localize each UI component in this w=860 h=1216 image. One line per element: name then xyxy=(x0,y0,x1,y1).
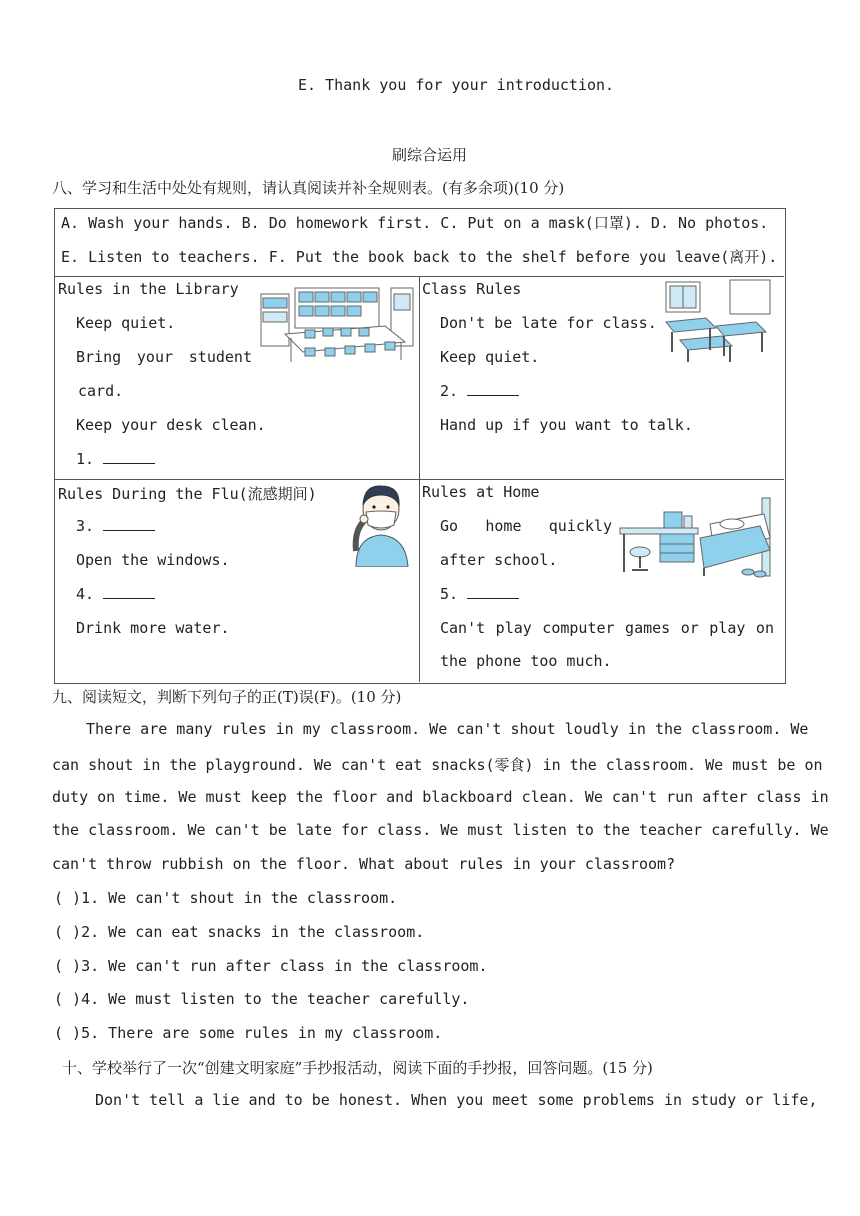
library-illustration xyxy=(255,284,417,366)
q9-passage-line-4: the classroom. We can't be late for class. We must listen to the teacher carefully. We xyxy=(52,821,829,839)
q9-statement-2[interactable]: ( )2. We can eat snacks in the classroom. xyxy=(54,923,425,941)
q9-passage-line-1: There are many rules in my classroom. We can't shout loudly in the classroom. We xyxy=(86,720,809,738)
blank-5-number: 5. xyxy=(440,585,459,603)
blank-3-number: 3. xyxy=(76,517,95,535)
blank-4-line[interactable] xyxy=(103,586,155,599)
home-rules-title: Rules at Home xyxy=(422,483,540,501)
library-rule-3: Keep your desk clean. xyxy=(76,416,266,434)
home-rule-2 xyxy=(440,619,774,637)
table-divider-v xyxy=(419,276,420,682)
q9-passage-line-2: can shout in the playground. We can't eat snacks(零食) in the classroom. We must be on xyxy=(52,756,823,774)
blank-2-line[interactable] xyxy=(467,383,519,396)
option-e-line: E. Thank you for your introduction. xyxy=(298,76,615,94)
q9-statement-3[interactable]: ( )3. We can't run after class in the classroom. xyxy=(54,957,488,975)
blank-4-number: 4. xyxy=(76,585,95,603)
library-rule-2 xyxy=(76,348,252,366)
library-rules-title: Rules in the Library xyxy=(58,280,239,298)
home-rule-1-cont: after school. xyxy=(440,551,558,569)
library-blank-1 xyxy=(76,450,155,468)
q9-title: 九、阅读短文，判断下列句子的正(T)误(F)。(10 分) xyxy=(52,688,402,706)
q10-title: 十、学校举行了一次“创建文明家庭”手抄报活动，阅读下面的手抄报，回答问题。(15 分) xyxy=(62,1059,653,1077)
home-rule-1 xyxy=(440,517,612,535)
q9-statement-4[interactable]: ( )4. We must listen to the teacher carefully. xyxy=(54,990,470,1008)
flu-rule-1: Open the windows. xyxy=(76,551,230,569)
blank-3-line[interactable] xyxy=(103,518,155,531)
class-rule-1: Don't be late for class. xyxy=(440,314,657,332)
blank-1-number: 1. xyxy=(76,450,95,468)
library-rule-1: Keep quiet. xyxy=(76,314,176,332)
flu-blank-4 xyxy=(76,585,155,603)
bedroom-illustration xyxy=(614,494,776,580)
blank-2-number: 2. xyxy=(440,382,459,400)
options-line-1: A. Wash your hands. B. Do homework first. C. Put on a mask(口罩). D. No photos. xyxy=(61,214,769,232)
q9-statement-5[interactable]: ( )5. There are some rules in my classroom. xyxy=(54,1024,443,1042)
class-rule-2: Keep quiet. xyxy=(440,348,540,366)
blank-1-line[interactable] xyxy=(103,451,155,464)
library-rule-2-cont: card. xyxy=(78,382,124,400)
home-rule-2-cont: the phone too much. xyxy=(440,652,612,670)
class-rule-3: Hand up if you want to talk. xyxy=(440,416,693,434)
library-rule-2-text: Bring your student xyxy=(76,348,252,366)
q9-passage-line-3: duty on time. We must keep the floor and blackboard clean. We can't run after class in xyxy=(52,788,829,806)
q9-statement-1[interactable]: ( )1. We can't shout in the classroom. xyxy=(54,889,398,907)
classroom-illustration xyxy=(660,278,772,364)
home-rule-2-text: Can't play computer games or play on xyxy=(440,619,774,637)
boy-with-mask-illustration xyxy=(350,481,412,567)
q8-title: 八、学习和生活中处处有规则，请认真阅读并补全规则表。(有多余项)(10 分) xyxy=(52,179,565,197)
options-line-2: E. Listen to teachers. F. Put the book back to the shelf before you leave(离开). xyxy=(61,248,778,266)
q10-passage-line-1: Don't tell a lie and to be honest. When you meet some problems in study or life, xyxy=(95,1091,818,1109)
home-blank-5 xyxy=(440,585,519,603)
section-heading: 刷综合运用 xyxy=(392,146,468,164)
q9-passage-line-5: can't throw rubbish on the floor. What about rules in your classroom? xyxy=(52,855,676,873)
flu-rule-2: Drink more water. xyxy=(76,619,230,637)
class-blank-2 xyxy=(440,382,519,400)
flu-blank-3 xyxy=(76,517,155,535)
flu-rules-title: Rules During the Flu(流感期间) xyxy=(58,485,317,503)
blank-5-line[interactable] xyxy=(467,586,519,599)
home-rule-1-text: Go home quickly xyxy=(440,517,612,535)
class-rules-title: Class Rules xyxy=(422,280,522,298)
